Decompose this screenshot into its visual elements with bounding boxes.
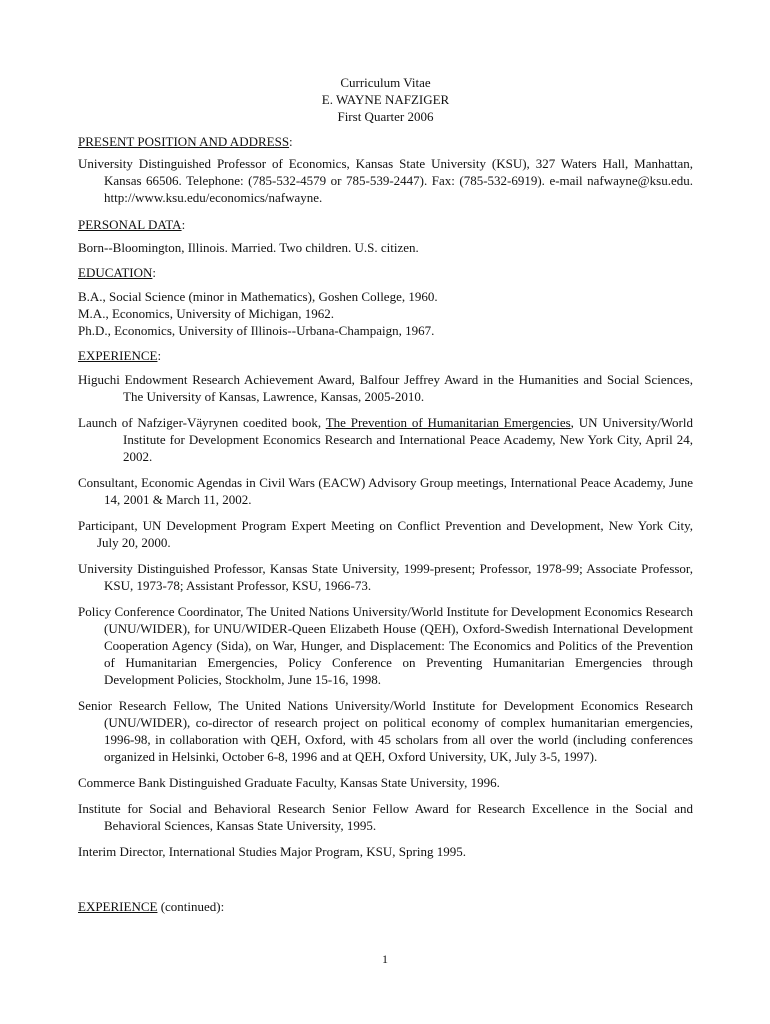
education-list — [78, 288, 693, 339]
present-position-section — [78, 133, 693, 206]
document-date: First Quarter 2006 — [337, 109, 434, 124]
page-number: 1 — [382, 952, 388, 966]
cv-page — [78, 74, 693, 915]
present-position-text: University Distinguished Professor of Economics, Kansas State University (KSU), 327 Waters Hall, Manhattan, Kansas 66506. Telephone: (785-532-4579 or 785-539-2447). Fax: (785-532-6919). e-mail nafwayne@ksu.edu. http://www.ksu.edu/economics/nafwayne. — [78, 156, 693, 205]
education-item: Ph.D., Economics, University of Illinois--Urbana-Champaign, 1967. — [78, 323, 435, 338]
education-item: B.A., Social Science (minor in Mathematics), Goshen College, 1960. — [78, 289, 438, 304]
present-position-heading: PRESENT POSITION AND ADDRESS: — [78, 134, 293, 149]
experience-item: University Distinguished Professor, Kansas State University, 1999-present; Professor, 1978-99; Associate Professor, KSU, 1973-78; Assistant Professor, KSU, 1966-73. — [78, 561, 693, 593]
experience-item: Consultant, Economic Agendas in Civil Wars (EACW) Advisory Group meetings, International Peace Academy, June 14, 2001 & March 11, 2002. — [78, 475, 693, 507]
experience-heading: EXPERIENCE: — [78, 348, 162, 363]
experience-item: Interim Director, International Studies Major Program, KSU, Spring 1995. — [78, 844, 466, 859]
document-title: Curriculum Vitae — [340, 75, 431, 90]
personal-data-text: Born--Bloomington, Illinois. Married. Two children. U.S. citizen. — [78, 240, 419, 255]
author-name: E. WAYNE NAFZIGER — [321, 92, 450, 107]
education-item: M.A., Economics, University of Michigan, 1962. — [78, 306, 334, 321]
experience-item: Policy Conference Coordinator, The United Nations University/World Institute for Development Economics Research (UNU/WIDER), for UNU/WIDER-Queen Elizabeth House (QEH), Oxford-Swedish International Development Cooperation Agency (Sida), on War, Hunger, and Displacement: The Economics and Politics of the Prevention of Humanitarian Emergencies, Policy Conference on Preventing Humanitarian Emergencies through Development Policies, Stockholm, June 15-16, 1998. — [78, 604, 693, 687]
experience-item: Participant, UN Development Program Expert Meeting on Conflict Prevention and Development, New York City, July 20, 2000. — [78, 518, 693, 550]
cv-header — [78, 74, 693, 125]
education-heading: EDUCATION: — [78, 265, 157, 280]
personal-data-heading: PERSONAL DATA: — [78, 217, 186, 232]
experience-item: Senior Research Fellow, The United Nations University/World Institute for Development Economics Research (UNU/WIDER), co-director of research project on political economy of complex humanitarian emergencies, 1996-98, in collaboration with QEH, Oxford, with 45 scholars from all over the world (including conferences organized in Helsinki, October 6-8, 1996 and at QEH, Oxford University, UK, July 3-5, 1997). — [78, 698, 693, 764]
experience-item: Commerce Bank Distinguished Graduate Faculty, Kansas State University, 1996. — [78, 775, 500, 790]
experience-continued-heading: EXPERIENCE (continued): — [78, 899, 225, 914]
book-title: The Prevention of Humanitarian Emergencies — [325, 415, 571, 430]
experience-item: Launch of Nafziger-Väyrynen coedited book, The Prevention of Humanitarian Emergencies, UN University/World Institute for Development Economics Research and International Peace Academy, New York City, April 24, 2002. — [78, 415, 693, 464]
experience-item: Higuchi Endowment Research Achievement Award, Balfour Jeffrey Award in the Humanities and Social Sciences, The University of Kansas, Lawrence, Kansas, 2005-2010. — [78, 372, 693, 404]
experience-item: Institute for Social and Behavioral Research Senior Fellow Award for Research Excellence in the Social and Behavioral Sciences, Kansas State University, 1995. — [78, 801, 693, 833]
